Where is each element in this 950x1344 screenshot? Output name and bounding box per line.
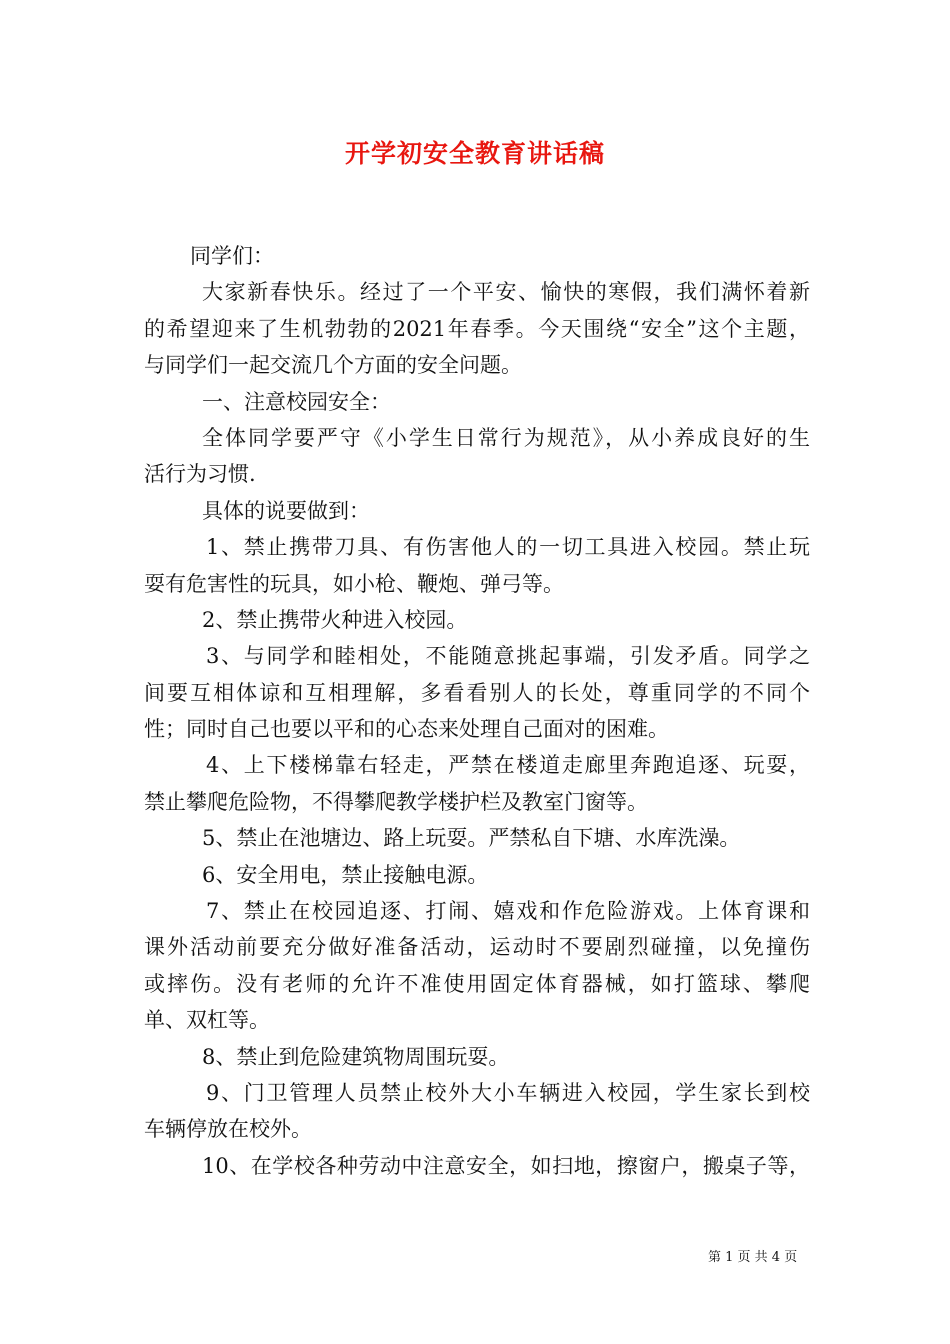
paragraph-line: 具体的说要做到： [202, 498, 370, 523]
list-item-line: 耍有危害性的玩具，如小枪、鞭炮、弹弓等。 [144, 571, 564, 596]
paragraph-line: 的希望迎来了生机勃勃的2021年春季。今天围绕“安全”这个主题， [144, 316, 810, 341]
list-item-line: 5、禁止在池塘边、路上玩耍。严禁私自下塘、水库洗澡。 [202, 826, 741, 851]
list-item-line: 9、门卫管理人员禁止校外大小车辆进入校园，学生家长到校 [206, 1080, 810, 1105]
list-item-line: 间要互相体谅和互相理解，多看看别人的长处，尊重同学的不同个 [144, 680, 810, 705]
list-item-line: 或摔伤。没有老师的允许不准使用固定体育器械，如打篮球、攀爬 [144, 971, 810, 996]
list-item-line: 6、安全用电，禁止接触电源。 [202, 862, 489, 887]
document-body [144, 238, 810, 1184]
list-item-line: 车辆停放在校外。 [144, 1117, 312, 1142]
list-item-line: 10、在学校各种劳动中注意安全，如扫地，擦窗户，搬桌子等， [202, 1153, 810, 1178]
list-item-line: 2、禁止携带火种进入校园。 [202, 607, 468, 632]
list-item-line: 7、禁止在校园追逐、打闹、嬉戏和作危险游戏。上体育课和 [206, 899, 810, 924]
page-number: 第 1 页 共 4 页 [708, 1250, 798, 1265]
document-title: 开学初安全教育讲话稿 [344, 139, 605, 168]
greeting-line: 同学们： [190, 244, 274, 268]
section-heading: 一、注意校园安全： [202, 389, 391, 414]
paragraph-line: 大家新春快乐。经过了一个平安、愉快的寒假，我们满怀着新 [202, 280, 810, 305]
list-item-line: 性；同时自己也要以平和的心态来处理自己面对的困难。 [144, 717, 669, 742]
paragraph-line: 与同学们一起交流几个方面的安全问题。 [144, 353, 522, 378]
list-item-line: 3、与同学和睦相处，不能随意挑起事端，引发矛盾。同学之 [206, 644, 810, 669]
list-item-line: 课外活动前要充分做好准备活动，运动时不要剧烈碰撞，以免撞伤 [144, 935, 810, 960]
list-item-line: 单、双杠等。 [144, 1008, 270, 1033]
paragraph-line: 全体同学要严守《小学生日常行为规范》，从小养成良好的生 [202, 425, 810, 450]
list-item-line: 8、禁止到危险建筑物周围玩耍。 [202, 1044, 510, 1069]
paragraph-line: 活行为习惯. [144, 462, 256, 487]
list-item-line: 4、上下楼梯靠右轻走，严禁在楼道走廊里奔跑追逐、玩耍， [206, 753, 810, 778]
list-item-line: 1、禁止携带刀具、有伤害他人的一切工具进入校园。禁止玩 [206, 535, 810, 560]
list-item-line: 禁止攀爬危险物，不得攀爬教学楼护栏及教室门窗等。 [144, 789, 648, 814]
